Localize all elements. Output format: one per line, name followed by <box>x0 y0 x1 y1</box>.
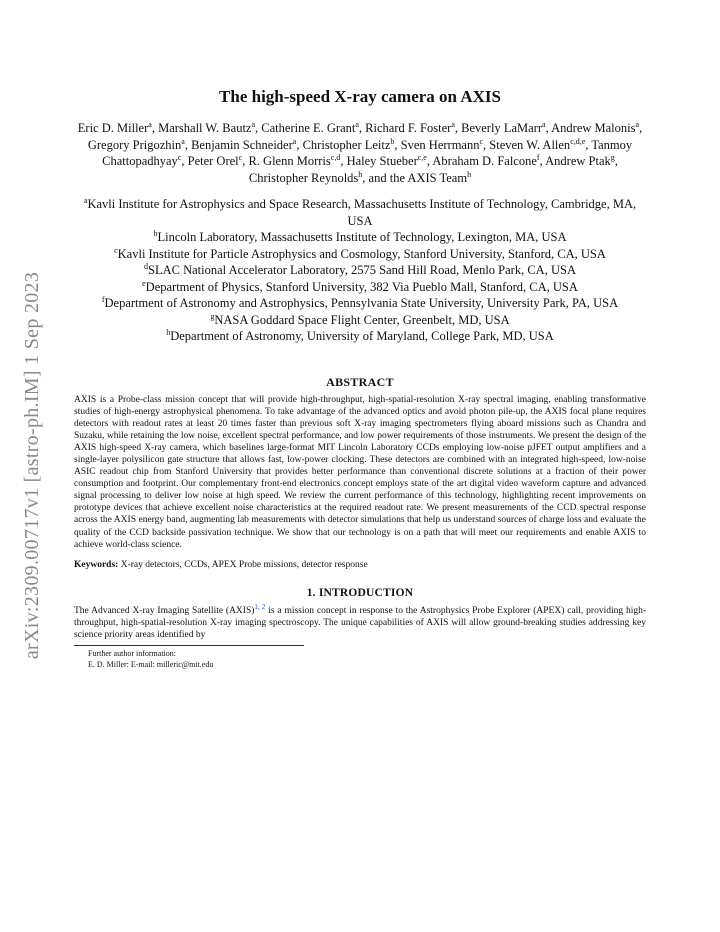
footnote-author-info: Further author information: <box>88 649 176 658</box>
author-name: Eric D. Miller <box>77 121 149 135</box>
author-affiliation-marker: c <box>479 136 484 146</box>
author-affiliation-marker: b <box>390 136 395 146</box>
affiliation-key: g <box>210 311 215 321</box>
author-name: Sven Herrmann <box>400 137 480 152</box>
author-name: Andrew Ptak <box>545 154 611 168</box>
affiliation-text: Kavli Institute for Astrophysics and Space Research, Massachusetts Institute of Technology, Cambridge, MA, USA <box>87 197 637 228</box>
intro-text-start: The Advanced X-ray Imaging Satellite (AXIS) <box>74 605 255 616</box>
keywords-text: X-ray detectors, CCDs, APEX Probe missions, detector response <box>120 559 368 570</box>
keywords <box>74 559 646 571</box>
abstract-text: AXIS is a Probe-class mission concept that will provide high-throughput, high-spatial-resolution X-ray spectral imaging, enabling transformative studies of high-energy astrophysical phenomena. To take advantage of the advanced optics and avoid photon pile-up, the AXIS focal plane requires detectors with readout rates at least 20 times faster than previous soft X-ray imaging spectrometers flying aboard missions such as Chandra and Suzaku, while retaining the low noise, excellent spectral performance, and low power requirements of those instruments. We present the design of the AXIS high-speed X-ray camera, which baselines large-format MIT Lincoln Laboratory CCDs employing low-noise pJFET output amplifiers and a single-layer polysilicon gate structure that allows fast, low-power clocking. These detectors are combined with an integrated high-speed, low-noise ASIC readout chip from Stanford University that provides better performance than conventional discrete solutions at a fraction of their power consumption and footprint. Our complementary front-end electronics concept employs state of the art digital video waveform capture and advanced signal processing to deliver low noise at high speed. We review the current performance of this technology, highlighting recent improvements on prototype devices that achieve excellent noise characteristics at the required readout rate. We present measurements of the CCD spectral response across the AXIS energy band, augmenting lab measurements with detector simulations that help us understand sources of charge loss and evaluate the quality of the CCD backside passivation technique. We show that our technology is on a path that will meet our requirements and enable AXIS to achieve world-class science. <box>74 394 646 550</box>
author-affiliation-marker: c,e <box>417 152 427 162</box>
author-name: Marshall W. Bautz <box>158 121 252 135</box>
author-affiliation-marker: h <box>358 169 363 179</box>
author-name: Haley Stueber <box>346 154 418 168</box>
author-name: Steven W. Allen <box>489 137 571 152</box>
affiliation-key: d <box>144 261 149 271</box>
intro-text-continued: is a mission concept in response to the Astrophysics Probe Explorer (APEX) call, providing high-throughput, high-spatial-resolution X-ray imaging spectroscopy. The unique capabilities of AXIS will allow ground-breaking studies addressing key science priority areas identified by <box>74 605 646 640</box>
affiliation-key: e <box>142 278 146 288</box>
arxiv-identifier <box>20 240 46 690</box>
author-affiliation-marker: c <box>238 152 243 162</box>
affiliation-text: Department of Astronomy, University of Maryland, College Park, MD, USA <box>170 329 554 343</box>
author-name: Benjamin Schneider <box>191 137 293 152</box>
affiliation-key: c <box>114 245 118 255</box>
arxiv-identifier-text: arXiv:2309.00717v1 [astro-ph.IM] 1 Sep 2023 <box>21 271 44 659</box>
author-name: Andrew Malonis <box>551 121 636 135</box>
affiliation-item <box>74 328 646 345</box>
author-name: Christopher Reynolds <box>248 170 359 185</box>
introduction-paragraph <box>74 602 646 641</box>
author-affiliation-marker: a <box>355 119 359 129</box>
paper-page <box>74 0 646 670</box>
author-name: the AXIS Team <box>389 170 468 185</box>
affiliation-text: Lincoln Laboratory, Massachusetts Institute of Technology, Lexington, MA, USA <box>157 230 567 244</box>
affiliation-item <box>74 312 646 329</box>
footnotes <box>74 648 646 670</box>
affiliation-item <box>74 279 646 296</box>
affiliation-text: Department of Astronomy and Astrophysics, Pennsylvania State University, University Park, PA, USA <box>104 296 619 310</box>
affiliation-key: b <box>153 228 158 238</box>
author-affiliation-marker: a <box>251 119 256 129</box>
affiliation-item <box>74 262 646 279</box>
affiliation-text: SLAC National Accelerator Laboratory, 2575 Sand Hill Road, Menlo Park, CA, USA <box>148 263 576 277</box>
author-name: R. Glenn Morris <box>248 154 331 168</box>
author-name: Gregory Prigozhin <box>87 137 182 152</box>
author-affiliation-marker: a <box>148 119 152 129</box>
author-affiliation-marker: g <box>610 152 615 162</box>
keywords-label: Keywords: <box>74 559 119 570</box>
author-name: Christopher Leitz <box>302 137 391 152</box>
author-affiliation-marker: a <box>542 119 546 129</box>
citation-link[interactable]: 1, 2 <box>254 602 266 611</box>
author-affiliation-marker: a <box>451 119 455 129</box>
affiliation-key: h <box>166 327 171 337</box>
author-affiliation-marker: a <box>292 136 297 146</box>
author-name: Tanmoy Chattopadhyay <box>102 137 633 168</box>
affiliation-item <box>74 229 646 246</box>
author-affiliation-marker: c,d,e <box>570 136 586 146</box>
section-heading-introduction: 1. INTRODUCTION <box>306 586 414 599</box>
footnote-email: E. D. Miller: E-mail: milleric@mit.edu <box>88 660 214 669</box>
author-name: Peter Orel <box>187 154 239 168</box>
footnote-divider <box>74 645 304 646</box>
author-name: Beverly LaMarr <box>461 121 542 135</box>
author-affiliation-marker: c <box>177 152 182 162</box>
affiliation-text: Kavli Institute for Particle Astrophysics and Cosmology, Stanford University, Stanford, CA, USA <box>117 246 606 261</box>
affiliation-text: Department of Physics, Stanford University, 382 Via Pueblo Mall, Stanford, CA, USA <box>145 279 578 294</box>
affiliation-text: NASA Goddard Space Flight Center, Greenbelt, MD, USA <box>214 312 510 327</box>
author-affiliation-marker: h <box>467 169 472 179</box>
abstract-heading: ABSTRACT <box>326 374 394 389</box>
affiliation-key: a <box>83 195 88 205</box>
author-affiliation-marker: f <box>536 152 540 162</box>
affiliation-item <box>74 246 646 263</box>
affiliation-item <box>74 295 646 312</box>
author-name: Catherine E. Grant <box>261 121 356 135</box>
author-affiliation-marker: c,d <box>330 152 341 162</box>
affiliation-item <box>74 196 646 229</box>
affiliation-list <box>74 196 646 345</box>
author-affiliation-marker: a <box>181 136 185 146</box>
author-affiliation-marker: a <box>635 119 640 129</box>
affiliation-key: f <box>101 294 105 304</box>
paper-title: The high-speed X-ray camera on AXIS <box>219 87 501 106</box>
author-name: Abraham D. Falcone <box>432 154 537 168</box>
author-name: Richard F. Foster <box>365 121 452 135</box>
author-list: Eric D. Miller$^a$, Marshall W. Bautz$^a$, Catherine E. Grant$^a$, Richard F. Foster$^a$, Beverly LaMarr$^a$, Andrew Malonis$^a$, Gregory Prigozhin$^a$, Benjamin Schneider$^a$, Christopher Leitz$^b$, Sven Herrmann$^c$, Steven W. Allen$^{c,d,e}$, Tanmoy Chattopadhyay$^c$, Peter Orel$^c$, R. Glenn Morris$^{c,d}$, Haley Stueber$^{c,e}$, Abraham D. Falcone$^f$, Andrew Ptak$^g$, Christopher Reynolds$^h$, and the AXIS Team$^h$ <box>77 119 643 185</box>
